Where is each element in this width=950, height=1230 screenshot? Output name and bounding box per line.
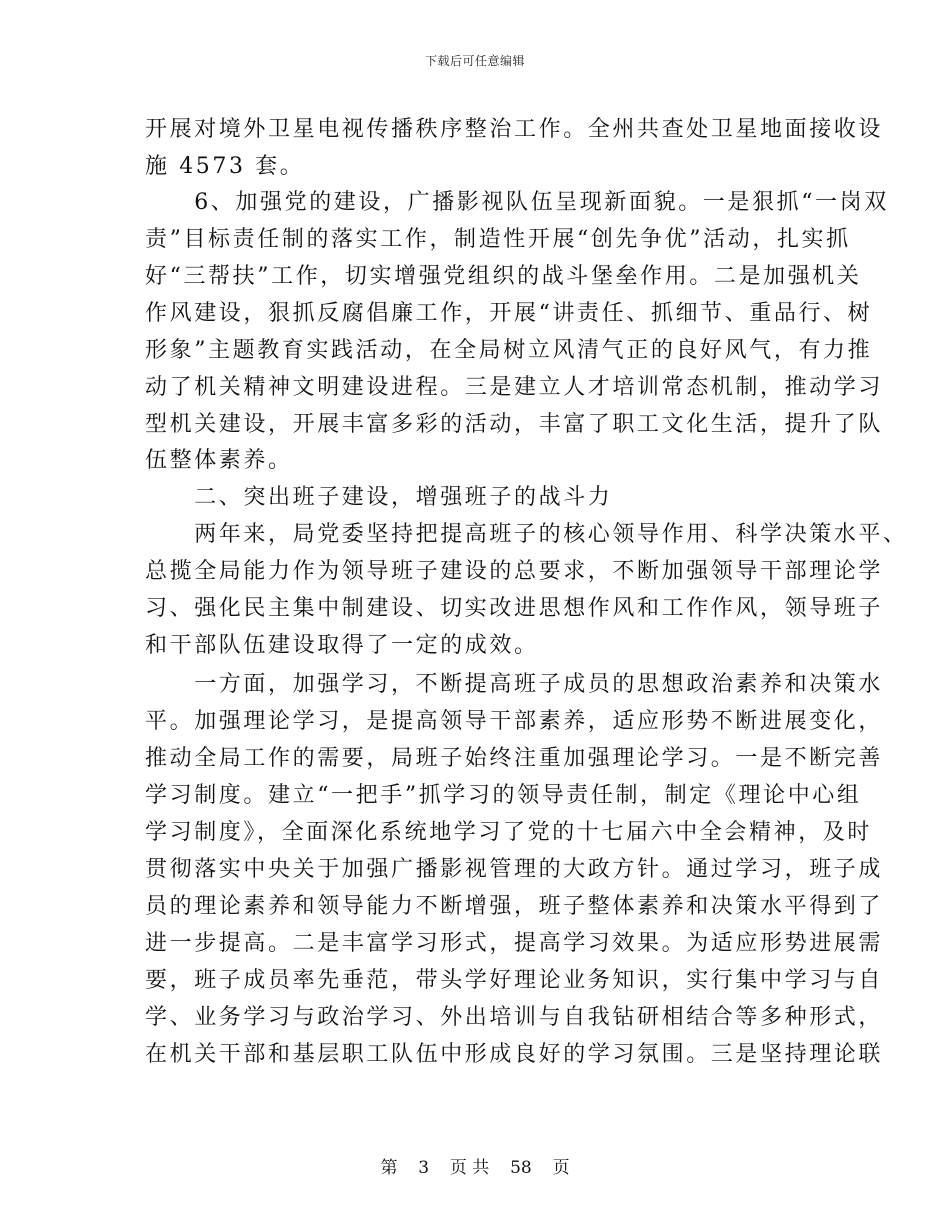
text-line: 员的理论素养和领导能力不断增强，班子整体素养和决策水平得到了	[145, 894, 884, 919]
text-line: 贯彻落实中央关于加强广播影视管理的大政方针。通过学习，班子成	[145, 857, 884, 882]
text-line: 推动全局工作的需要，局班子始终注重加强理论学习。一是不断完善	[145, 746, 884, 771]
text-line: 伍整体素养。	[145, 448, 293, 473]
text-line: 习、强化民主集中制建设、切实改进思想作风和工作作风，领导班子	[145, 596, 884, 621]
footer-prefix: 第	[380, 1158, 398, 1178]
page-footer	[0, 1153, 950, 1178]
footer-suffix: 页	[552, 1158, 570, 1178]
text-line: 一方面，加强学习，不断提高班子成员的思想政治素养和决策水	[145, 672, 884, 697]
page-header-note: 下载后可任意编辑	[424, 54, 525, 68]
page-number: 3	[418, 1158, 430, 1178]
text-line: 型机关建设，开展丰富多彩的活动，丰富了职工文化生活，提升了队	[145, 412, 884, 437]
footer-middle: 页 共	[449, 1158, 490, 1178]
text-line: 学习制度。建立“一把手”抓学习的领导责任制，制定《理论中心组	[145, 783, 862, 808]
text-line: 开展对境外卫星电视传播秩序整治工作。全州共查处卫星地面接收设	[145, 117, 884, 142]
text-line: 学习制度》，全面深化系统地学习了党的十七届六中全会精神，及时	[145, 820, 873, 845]
text-line: 平。加强理论学习，是提高领导干部素养，适应形势不断进展变化，	[145, 709, 884, 734]
text-line: 学、业务学习与政治学习、外出培训与自我钻研相结合等多种形式，	[145, 1005, 884, 1030]
text-line: 施 4573 套。	[145, 154, 305, 179]
section-heading: 二、突出班子建设，增强班子的战斗力	[145, 485, 613, 510]
text-line: 动了机关精神文明建设进程。三是建立人才培训常态机制，推动学习	[145, 375, 884, 400]
text-line: 两年来，局党委坚持把提高班子的核心领导作用、科学决策水平、	[145, 522, 908, 547]
text-line: 6、加强党的建设，广播影视队伍呈现新面貌。一是狠抓“一岗双	[145, 190, 889, 215]
text-line: 责”目标责任制的落实工作，制造性开展“创先争优”活动，扎实抓	[145, 227, 851, 252]
text-line: 进一步提高。二是丰富学习形式，提高学习效果。为适应形势进展需	[145, 931, 884, 956]
text-line: 和干部队伍建设取得了一定的成效。	[145, 633, 539, 658]
text-line: 好“三帮扶”工作，切实增强党组织的战斗堡垒作用。二是加强机关	[145, 264, 862, 289]
text-line: 形象”主题教育实践活动，在全局树立风清气正的良好风气，有力推	[145, 338, 873, 363]
text-line: 总揽全局能力作为领导班子建设的总要求，不断加强领导干部理论学	[145, 559, 884, 584]
text-line: 在机关干部和基层职工队伍中形成良好的学习氛围。三是坚持理论联	[145, 1042, 884, 1067]
total-pages: 58	[510, 1158, 532, 1178]
text-line: 要，班子成员率先垂范，带头学好理论业务知识，实行集中学习与自	[145, 968, 884, 993]
text-line: 作风建设，狠抓反腐倡廉工作，开展“讲责任、抓细节、重品行、树	[145, 301, 873, 326]
